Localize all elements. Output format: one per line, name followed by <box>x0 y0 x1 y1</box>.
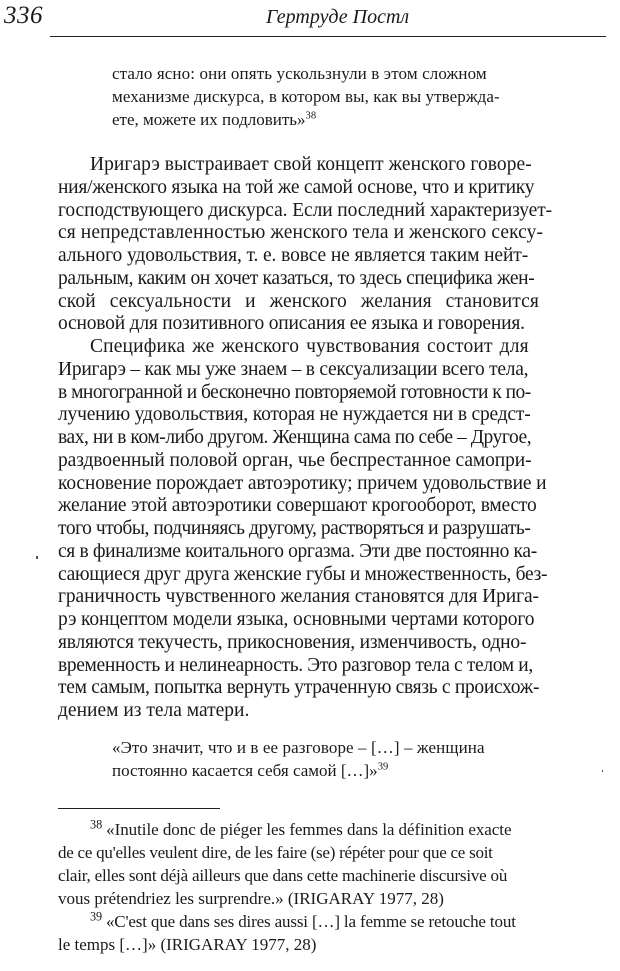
body-line: являются текучесть, прикосновения, изменчивость, одно- <box>58 632 527 653</box>
quote-line <box>112 110 316 130</box>
scan-speck <box>602 770 603 772</box>
running-title: Гертруде Постл <box>266 6 410 28</box>
body-line: ального удовольствия, т. е. вовсе не является таким нейт- <box>58 245 529 266</box>
footnote-marker-38: 38 <box>90 817 103 832</box>
footnote-ref-39: 39 <box>377 761 389 773</box>
quote-text: постоянно касается себя самой […]» <box>112 761 378 780</box>
footnote-line: clair, elles sont déjà ailleurs que dans cette machinerie discursive où <box>58 866 508 885</box>
body-line: ся в финализме коитального оргазма. Эти две постоянно ка- <box>58 541 537 562</box>
body-line: дением из тела матери. <box>58 700 250 721</box>
footnote-marker-39: 39 <box>90 909 102 924</box>
body-line: рэ концептом модели языка, основными чертами которого <box>58 609 535 630</box>
body-line: желание этой автоэротики совершают крогооборот, вместо <box>58 495 537 516</box>
page-number: 336 <box>4 2 43 29</box>
scan-speck <box>36 556 38 559</box>
footnote-line: «Inutile donc de piéger les femmes dans la définition exacte <box>106 820 512 839</box>
body-line: ся непредставленностью женского тела и женского сексу- <box>58 222 544 243</box>
body-line: Иригарэ выстраивает свой концепт женского говоре- <box>90 154 532 175</box>
footnote-line: le temps […]» (IRIGARAY 1977, 28) <box>58 935 317 954</box>
footnote-line: «C'est que dans ses dires aussi […] la femme se retouche tout <box>105 912 516 931</box>
body-line: Иригарэ – как мы уже знаем – в сексуализации всего тела, <box>58 359 529 380</box>
body-line: ния/женского языка на той же самой основе, что и критику <box>58 177 535 198</box>
body-line: вах, ни в ком-либо другом. Женщина сама по себе – Другое, <box>58 427 532 448</box>
footnote-separator <box>58 808 220 809</box>
body-line: Специфика же женского чувствования состоит для <box>90 336 529 357</box>
body-line: ральным, каким он хочет казаться, то здесь специфика жен- <box>58 268 535 289</box>
body-line: временность и нелинеарность. Это разговор тела с телом и, <box>58 655 533 676</box>
body-line: в многогранной и бесконечно повторяемой готовности к по- <box>58 382 531 403</box>
footnote-line: vous prétendriez les surprendre.» (IRIGARAY 1977, 28) <box>58 889 444 908</box>
quote-line <box>112 761 388 781</box>
body-line: граничность чувственного желания становятся для Ирига- <box>58 586 539 607</box>
quote-line: механизме дискурса, в котором вы, как вы утвержда- <box>112 87 500 106</box>
quote-text: ете, можете их подловить» <box>112 110 306 129</box>
quote-line: стало ясно: они опять ускользнули в этом сложном <box>112 64 487 83</box>
header-rule <box>50 36 606 37</box>
footnote-ref-38: 38 <box>305 110 317 122</box>
body-line: того чтобы, подчиняясь другому, растворяться и разрушать- <box>58 518 531 539</box>
footnote-39 <box>90 909 516 932</box>
quote-line: «Это значит, что и в ее разговоре – […] – женщина <box>112 738 485 757</box>
body-line: основой для позитивного описания ее языка и говорения. <box>58 313 525 334</box>
footnote-38 <box>90 817 512 840</box>
body-line: лучению удовольствия, которая не нуждается ни в средст- <box>58 404 531 425</box>
body-line: сающиеся друг друга женские губы и множественность, без- <box>58 564 548 585</box>
body-line: тем самым, попытка вернуть утраченную связь с происхож- <box>58 677 540 698</box>
body-line: господствующего дискурса. Если последний характеризует- <box>58 200 553 221</box>
body-line: раздвоенный половой орган, чье беспрестанное самопри- <box>58 450 532 471</box>
body-line: ской сексуальности и женского желания становится <box>58 291 539 312</box>
body-line: косновение порождает автоэротику; причем удовольствие и <box>58 473 547 494</box>
page-header <box>0 0 620 40</box>
footnote-line: de ce qu'elles veulent dire, de les faire (se) répéter pour que ce soit <box>58 843 493 862</box>
